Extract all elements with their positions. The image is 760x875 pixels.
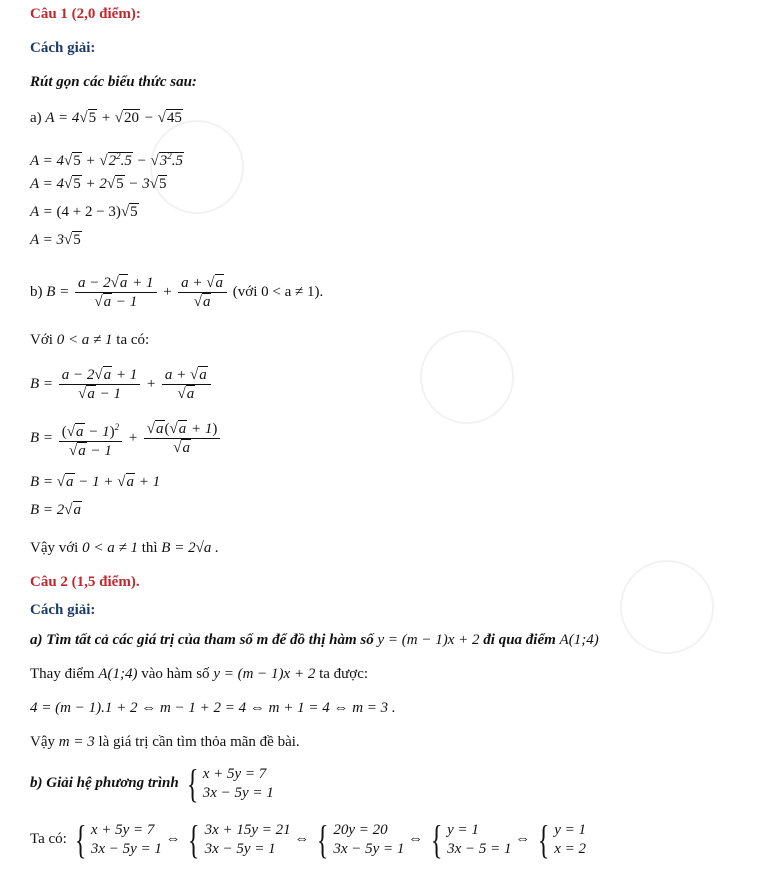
b-step-3: B = √a − 1 + √a + 1 — [30, 474, 161, 490]
expr-a-def: A = 4√5 + √20 − √45 — [45, 110, 182, 126]
b-step-4: B = 2√a — [30, 502, 82, 518]
equivalence-symbol: ⇔ — [165, 831, 181, 847]
watermark-mark — [620, 560, 714, 654]
system-step: { 3x + 15y = 21 3x − 5y = 1 — [188, 816, 291, 862]
system-of-equations: { x + 5y = 7 3x − 5y = 1 — [186, 760, 274, 806]
equivalence-symbol: ⇔ — [408, 831, 424, 847]
conclusion-result: B = 2√a . — [161, 540, 219, 556]
q1-part-b — [30, 272, 323, 312]
q1-given — [30, 330, 149, 350]
answer-text-end: là giá trị cần tìm thỏa mãn đề bài. — [98, 734, 300, 750]
system-step: { y = 1 x = 2 — [537, 816, 586, 862]
subst-point: A(1;4) — [98, 666, 138, 682]
q2-substitute — [30, 664, 368, 684]
subst-function: y = (m − 1)x + 2 — [213, 666, 316, 682]
task-a-function: y = (m − 1)x + 2 — [377, 632, 480, 648]
q2-title: Câu 2 (1,5 điểm). — [30, 574, 140, 590]
subst-text-end: ta được: — [319, 666, 369, 682]
conclusion-text-mid: thì — [141, 540, 158, 556]
q1-part-a — [30, 108, 183, 128]
a-step-2: A = 4√5 + 2√5 − 3√5 — [30, 176, 167, 192]
answer-text: Vậy — [30, 734, 55, 750]
b-step-1: B = $\frac{a - 2√a + 1}{√a - 1}$ + $\frac{a + √a}{√a}$ — [30, 364, 213, 404]
taco-label: Ta có: — [30, 831, 67, 847]
q2-task-b — [30, 762, 274, 804]
step-eq: x = 2 — [554, 840, 586, 857]
q1-conclusion — [30, 538, 219, 558]
step-eq: 3x + 15y = 21 — [204, 821, 291, 838]
a-step-4: A = 3√5 — [30, 232, 81, 248]
equivalence-symbol: ⇔ — [515, 831, 531, 847]
q2-solve-line: 4 = (m − 1).1 + 2 ⇔ m − 1 + 2 = 4 ⇔ m + 1 = 4 ⇔ m = 3 . — [30, 700, 396, 716]
task-a-text: a) Tìm tất cả các giá trị của tham số m để đồ thị hàm số — [30, 632, 374, 648]
q1-method: Cách giải: — [30, 40, 96, 56]
q1-title: Câu 1 (2,0 điểm): — [30, 6, 141, 22]
watermark-mark — [420, 330, 514, 424]
part-b-label: b) — [30, 284, 43, 300]
equivalence-symbol: ⇔ — [294, 831, 310, 847]
subst-text: Thay điểm — [30, 666, 95, 682]
expr-b-def: B = $\frac{a - 2√a + 1}{√a - 1}$ + $\frac{a + √a}{√a}$ — [46, 284, 233, 300]
step-eq: 3x − 5y = 1 — [333, 840, 405, 857]
given-text-end: ta có: — [116, 332, 150, 348]
q2-method: Cách giải: — [30, 602, 96, 618]
task-b-text: b) Giải hệ phương trình — [30, 775, 179, 791]
task-a-text-mid: đi qua điểm — [483, 632, 556, 648]
q2-answer — [30, 732, 300, 752]
part-b-condition: (với 0 < a ≠ 1). — [232, 284, 324, 300]
conclusion-condition: 0 < a ≠ 1 — [82, 540, 138, 556]
conclusion-text: Vậy với — [30, 540, 79, 556]
a-step-3: A = (4 + 2 − 3)√5 — [30, 204, 138, 220]
subst-text-mid: vào hàm số — [141, 666, 210, 682]
part-a-label: a) — [30, 110, 42, 126]
a-step-1: $A = 4√5 + √2^2.5 - √3^2.5$ — [30, 151, 183, 169]
step-eq: 20y = 20 — [333, 821, 388, 838]
given-condition: 0 < a ≠ 1 — [56, 332, 113, 348]
system-step: { x + 5y = 7 3x − 5y = 1 — [74, 816, 162, 862]
b-step-2: B = $\frac{(√a - 1)^2}{√a - 1}$ + $\frac{√a(√a + 1)}{√a}$ — [30, 416, 222, 460]
step-eq: y = 1 — [447, 821, 479, 838]
step-eq: 3x − 5 = 1 — [447, 840, 512, 857]
step-eq: x + 5y = 7 — [90, 821, 155, 838]
step-eq: y = 1 — [554, 821, 586, 838]
step-eq: 3x − 5y = 1 — [204, 840, 276, 857]
system-step: { 20y = 20 3x − 5y = 1 — [316, 816, 405, 862]
step-eq: 3x − 5y = 1 — [90, 840, 162, 857]
equation-1: x + 5y = 7 — [202, 765, 267, 782]
q2-task-a — [30, 630, 599, 650]
answer-value: m = 3 — [58, 734, 95, 750]
q1-task: Rút gọn các biểu thức sau: — [30, 74, 197, 90]
equation-2: 3x − 5y = 1 — [202, 784, 274, 801]
task-a-point: A(1;4) — [559, 632, 599, 648]
given-text: Với — [30, 332, 53, 348]
q2-solution-chain — [30, 818, 586, 860]
system-step: { y = 1 3x − 5 = 1 — [430, 816, 512, 862]
